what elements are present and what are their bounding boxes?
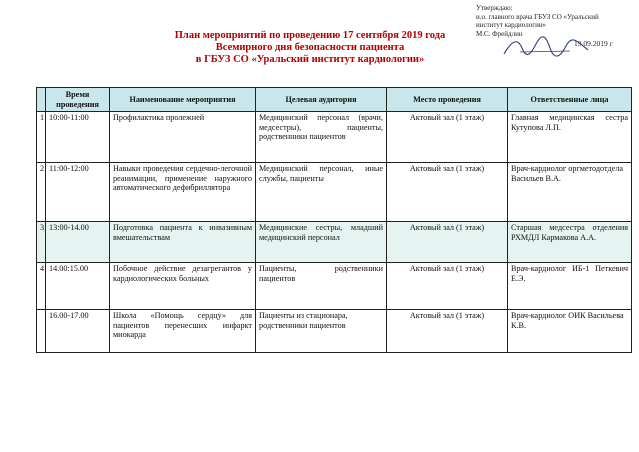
approval-institution: институт кардиологии»: [476, 21, 547, 29]
cell-name: Профилактика пролежней: [110, 112, 256, 163]
cell-time: 10:00-11:00: [46, 112, 110, 163]
table-row: [37, 263, 632, 310]
cell-responsible: Главная медицинская сестра Кутупова Л.П.: [508, 112, 632, 163]
title-line-1: План мероприятий по проведению 17 сентября 2019 года: [174, 30, 446, 41]
cell-place: Актовый зал (1 этаж): [387, 310, 508, 353]
cell-num: 3: [37, 222, 46, 263]
table-row: [37, 222, 632, 263]
events-table: [36, 87, 632, 353]
header-responsible: Ответственные лица: [508, 88, 632, 112]
table-row: [37, 112, 632, 163]
cell-place: Актовый зал (1 этаж): [387, 263, 508, 310]
table-header-row: [37, 88, 632, 112]
cell-time: 14.00:15.00: [46, 263, 110, 310]
approval-block: [476, 4, 636, 48]
cell-responsible: Врач-кардиолог ИБ-1 Петкевич Е.Э.: [508, 263, 632, 310]
cell-responsible: Старшая медсестра отделения РХМДЛ Кармакова А.А.: [508, 222, 632, 263]
header-place: Место проведения: [387, 88, 508, 112]
document-title: [150, 30, 470, 66]
cell-num: 2: [37, 163, 46, 222]
approval-date: 19.09.2019 г: [574, 39, 613, 48]
cell-responsible: Врач-кардиолог оргметодотдела Васильев В.А.: [508, 163, 632, 222]
table-row: [37, 163, 632, 222]
cell-audience: Медицинский персонал (врачи, медсестры), пациенты, родственники пациентов: [256, 112, 387, 163]
cell-place: Актовый зал (1 этаж): [387, 222, 508, 263]
header-num: [37, 88, 46, 112]
cell-audience: Медицинские сестры, младший медицинский персонал: [256, 222, 387, 263]
header-time: Время проведения: [46, 88, 110, 112]
cell-num: 1: [37, 112, 46, 163]
handwritten-signature: [500, 34, 590, 60]
header-audience: Целевая аудитория: [256, 88, 387, 112]
cell-num: 4: [37, 263, 46, 310]
cell-num: [37, 310, 46, 353]
approval-name: М.С. Фрейдлин: [476, 29, 523, 38]
cell-place: Актовый зал (1 этаж): [387, 112, 508, 163]
approval-position: и.о. главного врача ГБУЗ СО «Уральский: [476, 12, 599, 21]
cell-time: 11:00-12:00: [46, 163, 110, 222]
approval-label: Утверждаю:: [476, 4, 513, 12]
cell-audience: Медицинский персонал, иные службы, пациенты: [256, 163, 387, 222]
title-line-3: в ГБУЗ СО «Уральский институт кардиологии»: [195, 54, 425, 65]
table-row: [37, 310, 632, 353]
title-line-2: Всемирного дня безопасности пациента: [215, 42, 405, 53]
cell-name: Навыки проведения сердечно-легочной реанимации, применение наружного автоматического дефибриллятора: [110, 163, 256, 222]
cell-responsible: Врач-кардиолог ОИК Васильева К.В.: [508, 310, 632, 353]
cell-name: Школа «Помощь сердцу» для пациентов перенесших инфаркт миокарда: [110, 310, 256, 353]
cell-time: 16.00-17.00: [46, 310, 110, 353]
cell-name: Побочное действие дезагрегантов у кардиологических больных: [110, 263, 256, 310]
cell-audience: Пациенты, родственники пациентов: [256, 263, 387, 310]
cell-time: 13:00-14.00: [46, 222, 110, 263]
cell-name: Подготовка пациента к инвазивным вмешательствам: [110, 222, 256, 263]
cell-place: Актовый зал (1 этаж): [387, 163, 508, 222]
cell-audience: Пациенты из стационара, родственники пациентов: [256, 310, 387, 353]
header-name: Наименование мероприятия: [110, 88, 256, 112]
